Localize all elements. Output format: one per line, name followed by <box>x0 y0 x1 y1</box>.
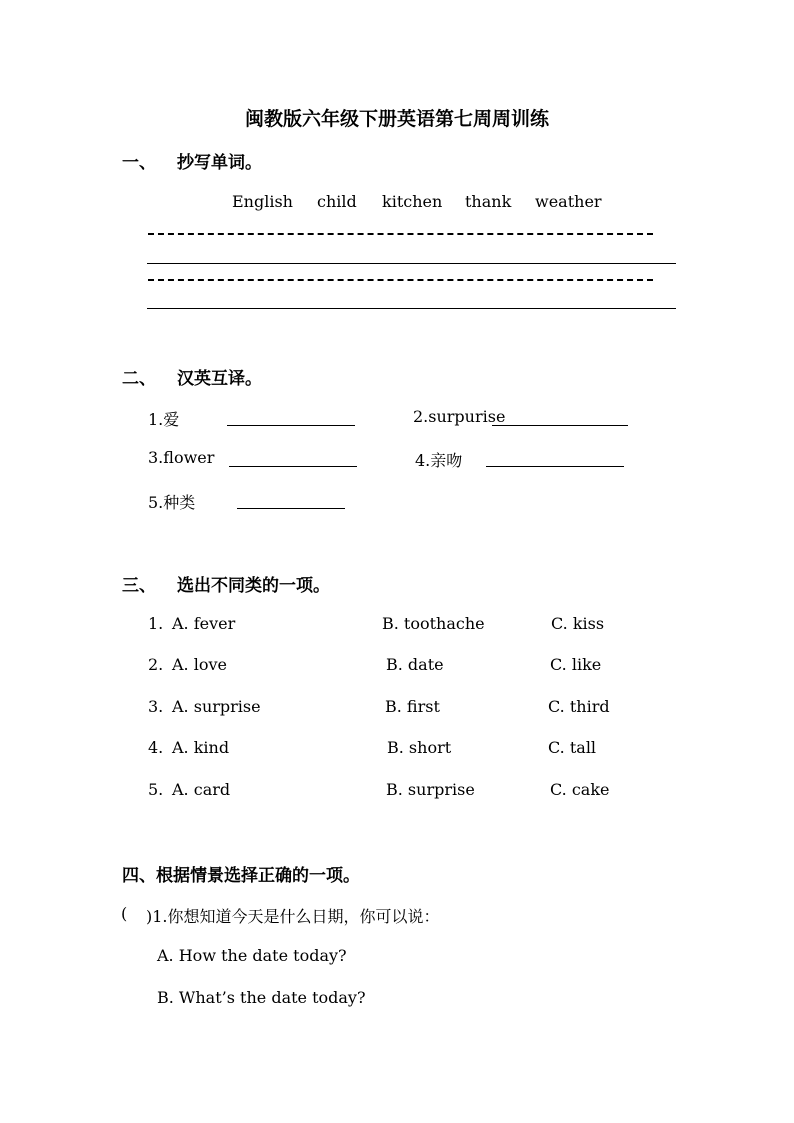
choice-option-a-2[interactable]: A. love <box>172 655 227 674</box>
translate-blank-3[interactable] <box>229 466 357 467</box>
word-weather: weather <box>535 192 602 211</box>
choice-option-b-4[interactable]: B. short <box>387 738 452 757</box>
translate-label-5: 5.种类 <box>148 493 196 512</box>
translate-blank-5[interactable] <box>237 508 345 509</box>
answer-bracket[interactable]: ( <box>121 904 128 923</box>
translate-blank-4[interactable] <box>486 466 624 467</box>
choice-option-c-2[interactable]: C. like <box>550 655 602 674</box>
translate-blank-1[interactable] <box>227 425 355 426</box>
choice-number-3: 3. <box>148 697 164 716</box>
copy-dashed-line-2 <box>148 279 653 281</box>
word-kitchen: kitchen <box>382 192 443 211</box>
section-1-heading: 抄写单词。 <box>177 153 262 173</box>
section-4-heading: 四、根据情景选择正确的一项。 <box>122 866 360 886</box>
translate-label-3: 3.flower <box>148 448 215 467</box>
copy-line-2[interactable] <box>147 308 676 309</box>
choice-option-b-3[interactable]: B. first <box>385 697 440 716</box>
choice-option-c-5[interactable]: C. cake <box>550 780 610 799</box>
word-child: child <box>317 192 357 211</box>
choice-option-a-3[interactable]: A. surprise <box>172 697 261 716</box>
choice-option-b-5[interactable]: B. surprise <box>386 780 475 799</box>
question-1-option-a[interactable]: A. How the date today? <box>157 946 347 965</box>
copy-line-1[interactable] <box>147 263 676 264</box>
choice-option-a-5[interactable]: A. card <box>172 780 231 799</box>
section-2-number: 二、 <box>122 369 156 389</box>
choice-option-c-4[interactable]: C. tall <box>548 738 597 757</box>
translate-blank-2[interactable] <box>492 425 628 426</box>
word-english: English <box>232 192 293 211</box>
choice-number-1: 1. <box>148 614 164 633</box>
question-1-text: )1.你想知道今天是什么日期，你可以说： <box>146 907 440 926</box>
choice-option-b-1[interactable]: B. toothache <box>382 614 485 633</box>
choice-option-a-4[interactable]: A. kind <box>172 738 230 757</box>
section-3-number: 三、 <box>122 576 156 596</box>
section-3-heading: 选出不同类的一项。 <box>177 576 330 596</box>
section-1-number: 一、 <box>122 153 156 173</box>
translate-label-2: 2.surpurise <box>413 407 506 426</box>
choice-number-2: 2. <box>148 655 164 674</box>
section-2-heading: 汉英互译。 <box>177 369 262 389</box>
choice-option-c-1[interactable]: C. kiss <box>551 614 605 633</box>
choice-number-4: 4. <box>148 738 164 757</box>
page-title: 闽教版六年级下册英语第七周周训练 <box>244 108 549 130</box>
translate-label-1: 1.爱 <box>148 410 180 429</box>
copy-dashed-line-1 <box>148 233 653 235</box>
choice-option-b-2[interactable]: B. date <box>386 655 444 674</box>
choice-number-5: 5. <box>148 780 164 799</box>
word-thank: thank <box>465 192 512 211</box>
translate-label-4: 4.亲吻 <box>415 451 463 470</box>
question-1-option-b[interactable]: B. What’s the date today? <box>157 988 366 1007</box>
choice-option-c-3[interactable]: C. third <box>548 697 610 716</box>
choice-option-a-1[interactable]: A. fever <box>172 614 236 633</box>
